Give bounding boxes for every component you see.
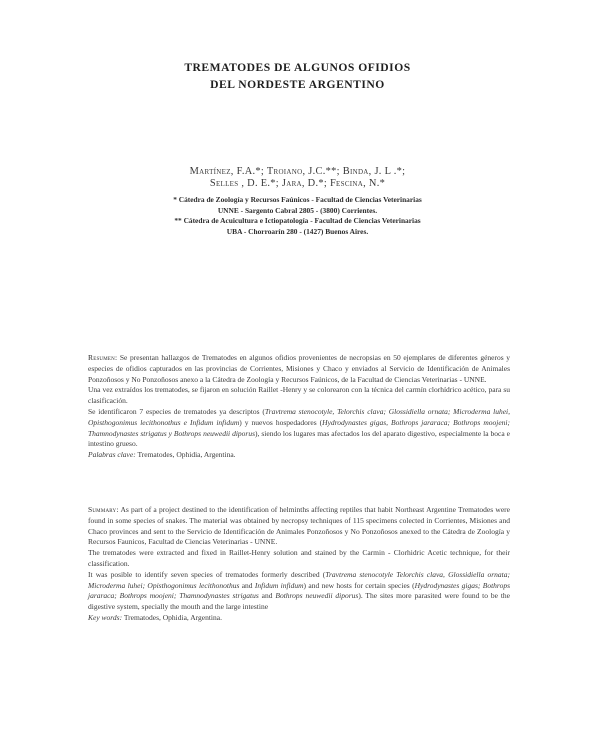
resumen-keywords-text: Trematodes, Ophidia, Argentina. bbox=[135, 450, 236, 460]
resumen-keywords-label: Palabras clave: bbox=[88, 450, 136, 460]
author-list bbox=[0, 166, 595, 190]
title-line-2: DEL NORDESTE ARGENTINO bbox=[210, 78, 385, 91]
authors-line-2: Selles , D. E.*; Jara, D.*; Fescina, N.* bbox=[209, 178, 386, 189]
affiliation-line-3: ** Cátedra de Acuicultura e Ictiopatología - Facultad de Ciencias Veterinarias bbox=[174, 216, 421, 226]
summary-paragraph-2: The trematodes were extracted and fixed in Raillet-Henry solution and stained by the Carmin - Clorhidric Acetic technique, for their classification. bbox=[88, 548, 510, 568]
summary-text-3b: and bbox=[239, 580, 255, 590]
affiliations bbox=[0, 195, 595, 237]
resumen-paragraph-1 bbox=[88, 353, 510, 385]
resumen-hosts: Hydrodynastes gigas, Bothrops jararaca; Bothrops moojeni; Thamnodynastes strigatus y Bothrops neuwedii diporus bbox=[88, 417, 510, 438]
affiliation-line-4: UBA - Chorroarín 280 - (1427) Buenos Aires. bbox=[226, 226, 369, 236]
summary-paragraph-1 bbox=[88, 505, 510, 548]
resumen-text-3b: ) y nuevos hospedadores ( bbox=[239, 417, 323, 427]
resumen-paragraph-3 bbox=[88, 407, 510, 450]
affiliation-line-1: * Cátedra de Zoología y Recursos Faúnicos - Facultad de Ciencias Veterinarias bbox=[173, 195, 422, 204]
summary-hosts-2: Bothrops neuwedii diporus bbox=[275, 591, 359, 601]
summary-keywords bbox=[88, 613, 510, 624]
resumen-label: Resumen: bbox=[88, 353, 118, 362]
summary-species-2: Infidum infidum bbox=[254, 580, 304, 590]
summary-text-1: As part of a project destined to the identification of helminths affecting reptiles that habit Northeast Argentine Trematodes were found in some species of snakes. The material was obtained by necropsy techniques of 115 specimens colected in Corrientes, Misiones and Chaco provinces and sent to the Servicio de Identificación de Animales Ponzoñosos y No Ponzoñosos anexed to the Cátedra de Zoología y Recursos Faunicos, Facultad de Ciencias Veterinarias - UNNE. bbox=[88, 505, 510, 547]
resumen-text-1: Se presentan hallazgos de Trematodes en algunos ofidios provenientes de necropsias en 50 ejemplares de diferentes géneros y especies de ofidios capturados en las provincias de Corrientes, Misiones y Chaco y enviados al Servicio de Identificación de Animales Ponzoñosos y No Ponzoñosos anexo a la Cátedra de Zoología y Recursos Faúnicos, de la Facultad de Ciencias Veterinarias - UNNE. bbox=[88, 353, 511, 384]
resumen-text-3c: ), siendo los lugares mas afectados los del aparato digestivo, especialmente la boca e intestino grueso. bbox=[88, 428, 510, 449]
summary-hosts-1: Hydrodynastes gigas; Bothrops jararaca; Bothrops moojeni; Thamnodynastes strigatus bbox=[88, 580, 510, 601]
summary-species-1: Travtrema stenocotyle Telorchis clava, Glossidiella ornata; Microderma luhei; Opisthogonimus lecithonothus bbox=[88, 569, 510, 590]
summary-section bbox=[88, 505, 510, 624]
resumen-species: Travtrema stenocotyle, Telorchis clava; Glossidiella ornata; Microderma luhei, Opisthogonimus lecithonothus e Infidum infidum bbox=[88, 406, 510, 427]
summary-paragraph-3 bbox=[88, 570, 510, 613]
summary-text-3c: ) and new hosts for certain species ( bbox=[303, 580, 415, 590]
resumen-paragraph-2: Una vez extraídos los trematodes, se fijaron en solución Raillet -Henry y se colorearon con la técnica del carmín clorhídrico acético, para su clasificación. bbox=[88, 385, 510, 406]
resumen-text-3a: Se identificaron 7 especies de trematodes ya descriptos ( bbox=[88, 406, 265, 416]
affiliation-line-2: UNNE - Sargento Cabral 2805 - (3800) Corrientes. bbox=[217, 205, 378, 215]
resumen-keywords bbox=[88, 450, 510, 461]
summary-keywords-text: Trematodes, Ophidia, Argentina. bbox=[122, 612, 222, 622]
summary-text-3d: and bbox=[258, 591, 276, 601]
article-title bbox=[0, 59, 595, 93]
authors-line-1: Martínez, F.A.*; Troiano, J.C.**; Binda, J. L .*; bbox=[189, 166, 406, 177]
summary-text-3a: It was posible to identify seven species of trematodes formerly described ( bbox=[88, 569, 326, 579]
title-line-1: TREMATODES DE ALGUNOS OFIDIOS bbox=[184, 61, 411, 74]
summary-text-3e: ). The sites more parasited were found to be the digestive system, specially the mouth and the large intestine bbox=[88, 591, 510, 612]
summary-label: Summary: bbox=[88, 505, 119, 514]
summary-keywords-label: Key words: bbox=[88, 612, 123, 622]
resumen-section bbox=[88, 353, 510, 461]
